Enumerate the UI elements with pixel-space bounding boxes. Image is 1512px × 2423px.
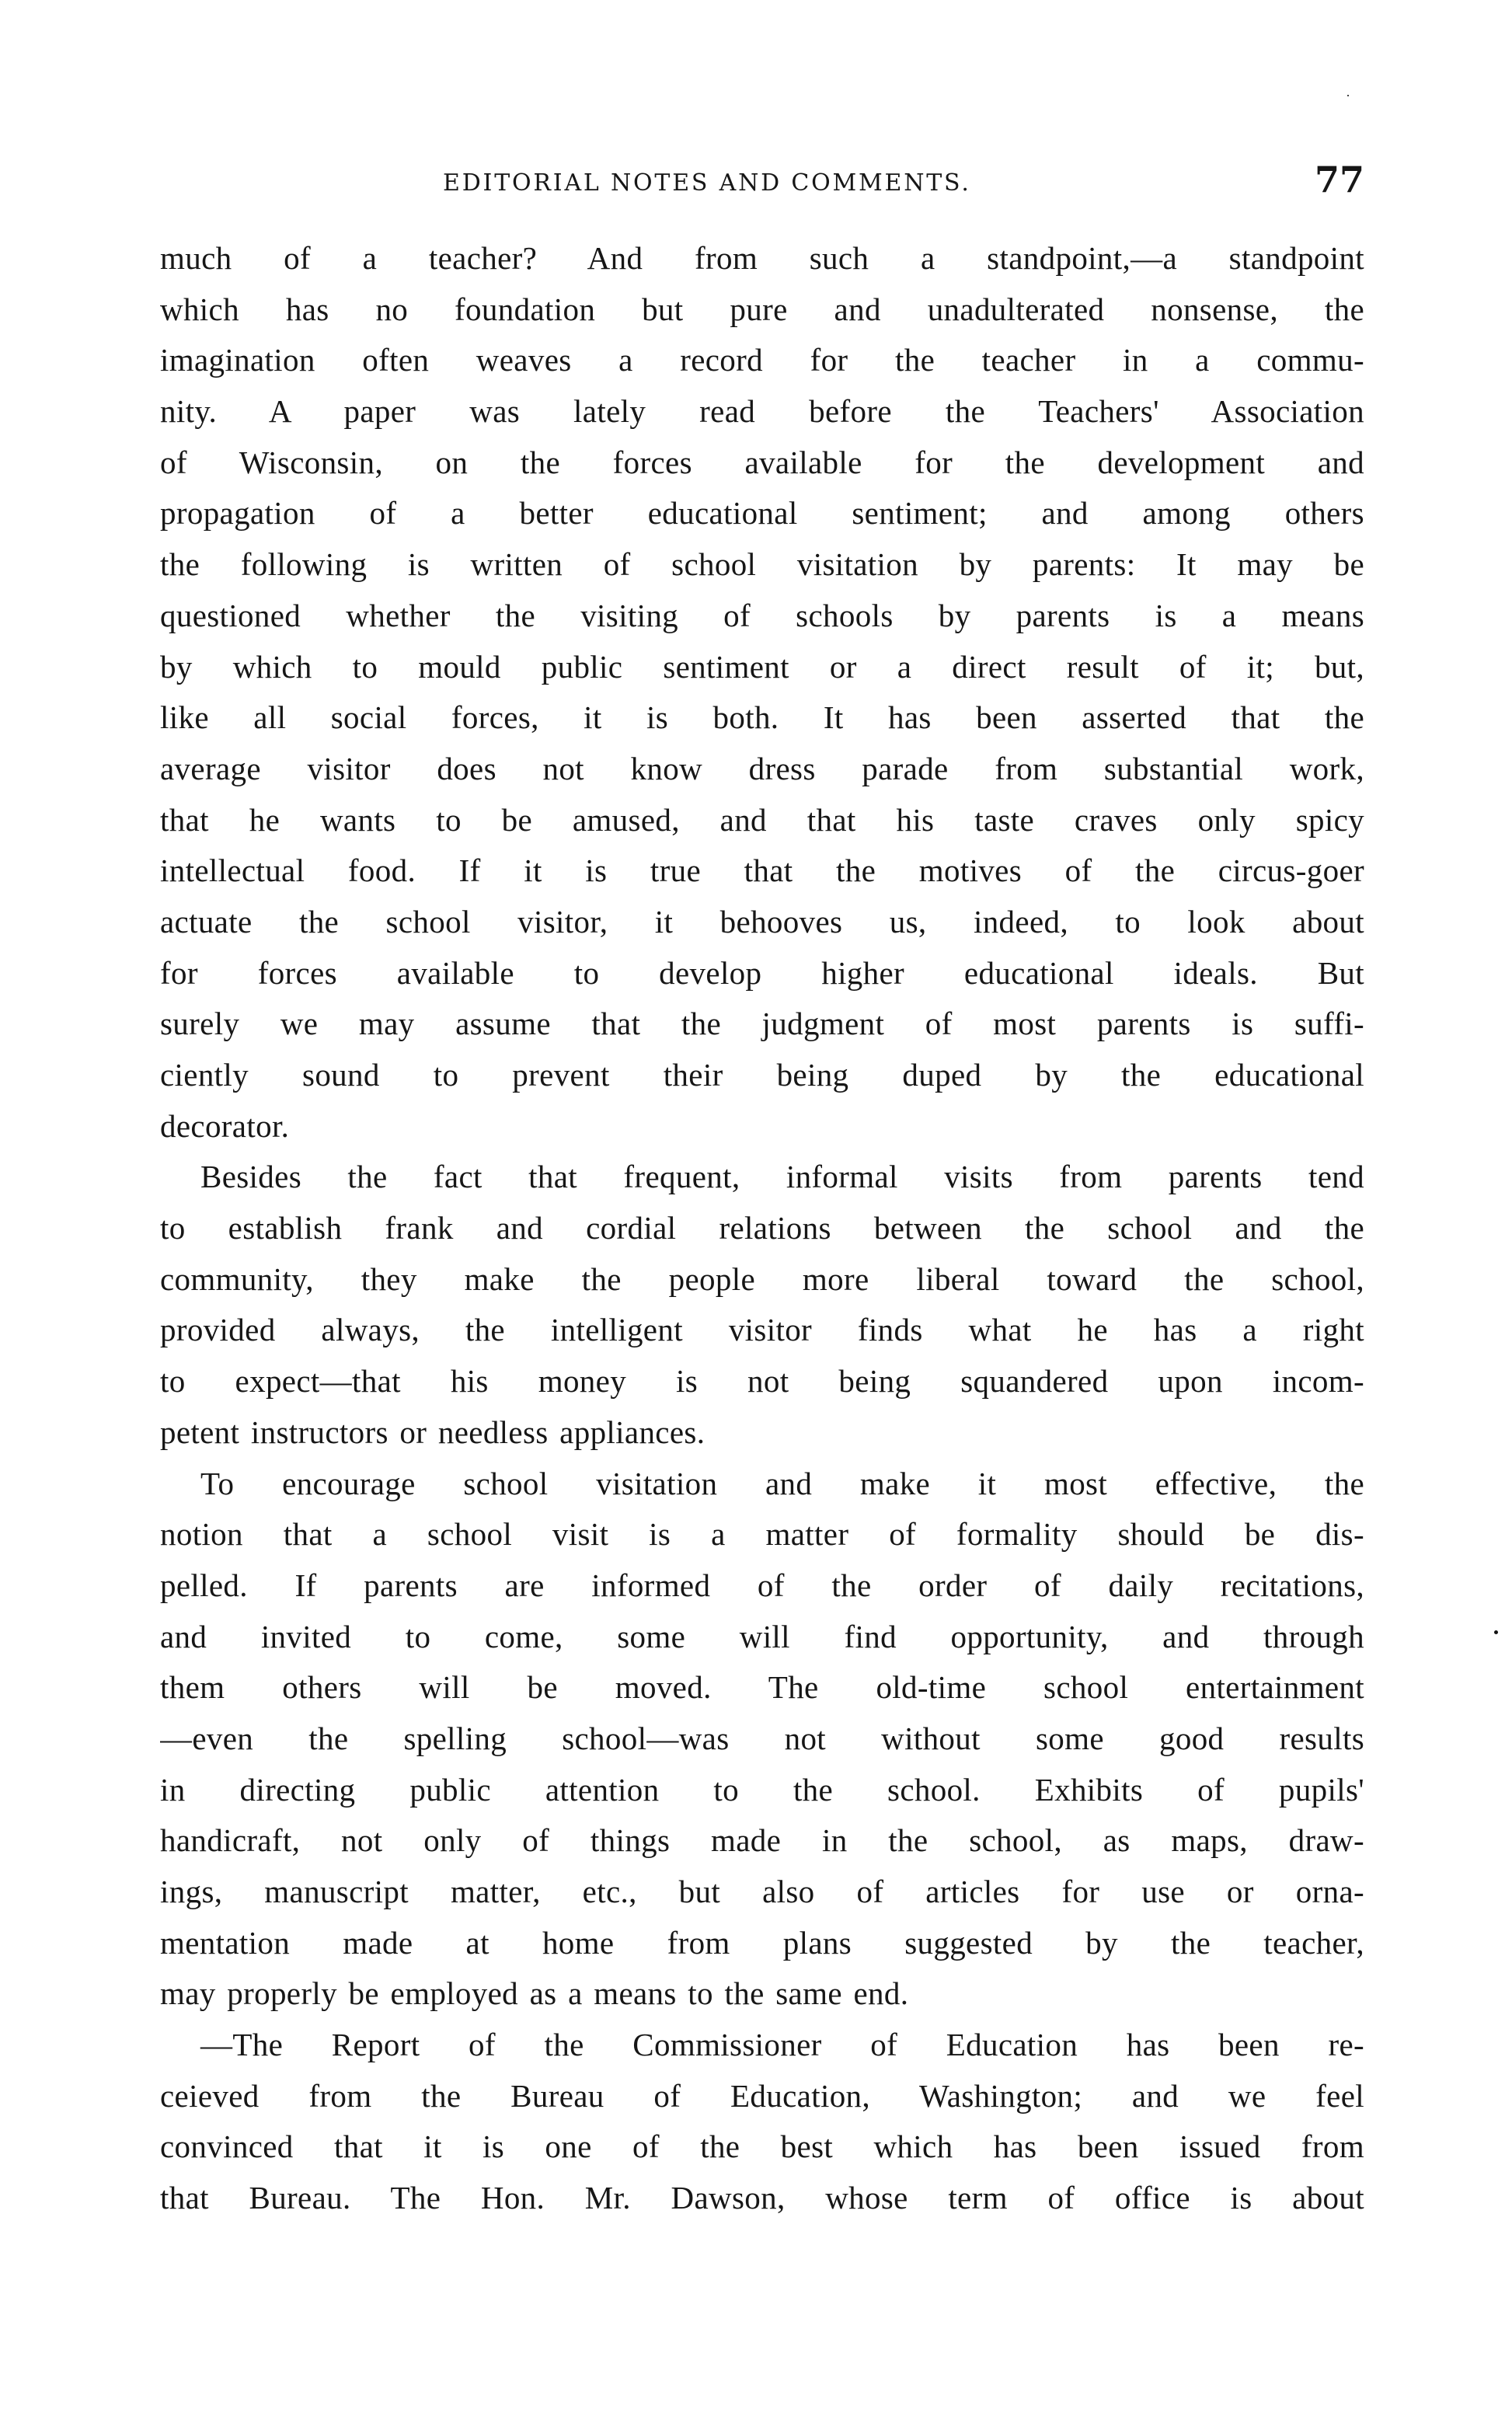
text-line: questioned whether the visiting of schools by parents is a means	[160, 597, 1364, 633]
text-line: to expect—that his money is not being squandered upon incom-	[160, 1363, 1364, 1400]
text-line: which has no foundation but pure and unadulterated nonsense, the	[160, 291, 1364, 327]
running-head-title: EDITORIAL NOTES AND COMMENTS.	[443, 169, 971, 197]
text-line: ceieved from the Bureau of Education, Washington; and we feel	[160, 2077, 1364, 2114]
text-line: average visitor does not know dress parade from substantial work,	[160, 750, 1364, 786]
text-line: by which to mould public sentiment or a direct result of it; but,	[160, 648, 1364, 685]
text-line: that Bureau. The Hon. Mr. Dawson, whose term of office is about	[160, 2180, 1364, 2216]
text-line: ciently sound to prevent their being duped by the educational	[160, 1057, 1364, 1093]
text-line: of Wisconsin, on the forces available for the development and	[160, 444, 1364, 480]
text-line: provided always, the intelligent visitor finds what he has a right	[160, 1312, 1364, 1348]
text-line: and invited to come, some will find opportunity, and through	[160, 1618, 1364, 1654]
text-line: may properly be employed as a means to the same end.	[160, 1975, 909, 2012]
text-line: handicraft, not only of things made in the school, as maps, draw-	[160, 1822, 1364, 1859]
text-line: ings, manuscript matter, etc., but also of articles for use or orna-	[160, 1874, 1364, 1909]
text-line: in directing public attention to the school. Exhibits of pupils'	[160, 1771, 1364, 1808]
text-line: like all social forces, it is both. It has been asserted that the	[160, 699, 1364, 736]
text-line: imagination often weaves a record for the teacher in a commu-	[160, 342, 1364, 378]
running-head	[160, 152, 1364, 207]
text-line: to establish frank and cordial relations between the school and the	[160, 1210, 1364, 1246]
scan-speck	[1347, 95, 1349, 96]
text-line: that he wants to be amused, and that his taste craves only spicy	[160, 801, 1364, 838]
text-line: for forces available to develop higher educational ideals. But	[160, 954, 1364, 991]
margin-mark	[1494, 1630, 1498, 1634]
text-line: —The Report of the Commissioner of Education has been re-	[200, 2027, 1364, 2063]
text-line: petent instructors or needless appliances.	[160, 1414, 705, 1450]
text-line: convinced that it is one of the best which has been issued from	[160, 2128, 1364, 2165]
text-line: much of a teacher? And from such a standpoint,—a standpoint	[160, 240, 1364, 276]
text-line: mentation made at home from plans suggested by the teacher,	[160, 1924, 1364, 1961]
text-line: them others will be moved. The old-time school entertainment	[160, 1669, 1364, 1706]
text-line: intellectual food. If it is true that the motives of the circus-goer	[160, 852, 1364, 889]
article-body	[160, 233, 1364, 2224]
text-line: community, they make the people more liberal toward the school,	[160, 1260, 1364, 1297]
text-line: notion that a school visit is a matter of formality should be dis-	[160, 1516, 1364, 1553]
text-line: nity. A paper was lately read before the Teachers' Association	[160, 393, 1364, 430]
text-line: —even the spelling school—was not without some good results	[160, 1720, 1364, 1756]
text-line: decorator.	[160, 1107, 290, 1144]
text-line: surely we may assume that the judgment of most parents is suffi-	[160, 1006, 1364, 1042]
text-line: the following is written of school visitation by parents: It may be	[160, 546, 1364, 583]
text-line: actuate the school visitor, it behooves us, indeed, to look about	[160, 903, 1364, 940]
page-number: 77	[1314, 159, 1364, 200]
text-line: To encourage school visitation and make it most effective, the	[200, 1465, 1364, 1501]
text-line: pelled. If parents are informed of the order of daily recitations,	[160, 1567, 1364, 1603]
text-line: Besides the fact that frequent, informal visits from parents tend	[200, 1159, 1364, 1195]
text-line: propagation of a better educational sentiment; and among others	[160, 495, 1364, 532]
